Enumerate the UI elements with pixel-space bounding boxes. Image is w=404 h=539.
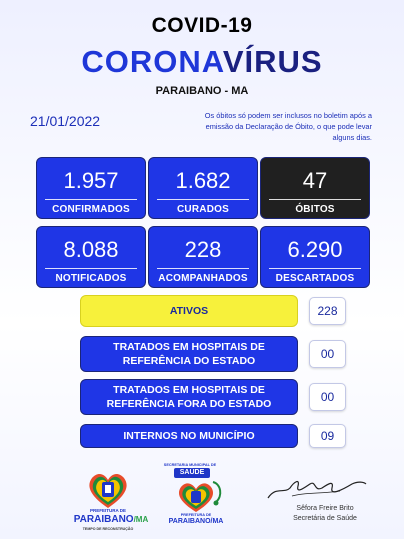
logo1-name-main: PARAIBANO bbox=[73, 514, 134, 525]
card-value: 1.682 bbox=[175, 167, 231, 193]
card-label: DESCARTADOS bbox=[275, 272, 355, 284]
card-label: CONFIRMADOS bbox=[52, 203, 130, 215]
card-value: 1.957 bbox=[63, 167, 119, 193]
signer-role: Secretária de Saúde bbox=[293, 514, 357, 522]
signer-name: Sêfora Freire Brito bbox=[296, 505, 354, 512]
row-internos-value: 09 bbox=[309, 424, 346, 448]
saude-logo bbox=[166, 478, 226, 514]
card-label: CURADOS bbox=[177, 203, 229, 215]
row-hosp-fora-value: 00 bbox=[309, 383, 346, 411]
deaths-note: Os óbitos só podem ser inclusos no boletim após a emissão da Declaração de Óbito, o que pode levar alguns dias. bbox=[204, 111, 372, 143]
card-notificados bbox=[36, 226, 146, 288]
logo1-top-text: PREFEITURA DE bbox=[89, 508, 127, 513]
row-hosp-fora-label: TRATADOS EM HOSPITAIS DE REFERÊNCIA FORA DO ESTADO bbox=[80, 379, 298, 415]
logo2-bottom-text: PREFEITURA DE bbox=[180, 513, 212, 517]
paraibano-logo bbox=[84, 470, 132, 510]
card-descartados bbox=[260, 226, 370, 288]
page-title: COVID-19 bbox=[151, 14, 253, 37]
brand-title bbox=[0, 44, 404, 80]
location-label: PARAIBANO - MA bbox=[155, 85, 249, 97]
card-confirmados bbox=[36, 157, 146, 219]
card-label: ÓBITOS bbox=[295, 203, 335, 215]
brand-title-part2: VÍRUS bbox=[222, 44, 323, 79]
card-value: 47 bbox=[302, 167, 328, 193]
logo1-motto: TEMPO DE RECONSTRUÇÃO bbox=[82, 527, 134, 531]
signature bbox=[262, 474, 372, 504]
logo1-name bbox=[66, 514, 156, 525]
logo2-top-text: SECRETARIA MUNICIPAL DE bbox=[163, 463, 217, 467]
card-label: ACOMPANHADOS bbox=[158, 272, 248, 284]
signer-block bbox=[270, 504, 380, 524]
card-value: 228 bbox=[184, 236, 222, 262]
heart-logo-icon bbox=[84, 470, 132, 510]
card-obitos bbox=[260, 157, 370, 219]
card-value: 8.088 bbox=[63, 236, 119, 262]
brand-title-part1: CORONA bbox=[81, 44, 223, 79]
stethoscope-heart-icon bbox=[166, 478, 226, 514]
row-hosp-estado-value: 00 bbox=[309, 340, 346, 368]
signature-icon bbox=[262, 474, 372, 504]
row-internos-label: INTERNOS NO MUNICÍPIO bbox=[80, 424, 298, 448]
card-curados bbox=[148, 157, 258, 219]
card-label: NOTIFICADOS bbox=[55, 272, 127, 284]
report-date: 21/01/2022 bbox=[30, 113, 101, 129]
row-ativos-label: ATIVOS bbox=[80, 295, 298, 327]
row-ativos-value: 228 bbox=[309, 297, 346, 325]
saude-badge: SAÚDE bbox=[174, 468, 210, 478]
card-value: 6.290 bbox=[287, 236, 343, 262]
card-acompanhados bbox=[148, 226, 258, 288]
logo1-name-suffix: /MA bbox=[133, 515, 149, 524]
row-hosp-estado-label: TRATADOS EM HOSPITAIS DE REFERÊNCIA DO ESTADO bbox=[80, 336, 298, 372]
logo2-name: PARAIBANO/MA bbox=[168, 518, 224, 525]
